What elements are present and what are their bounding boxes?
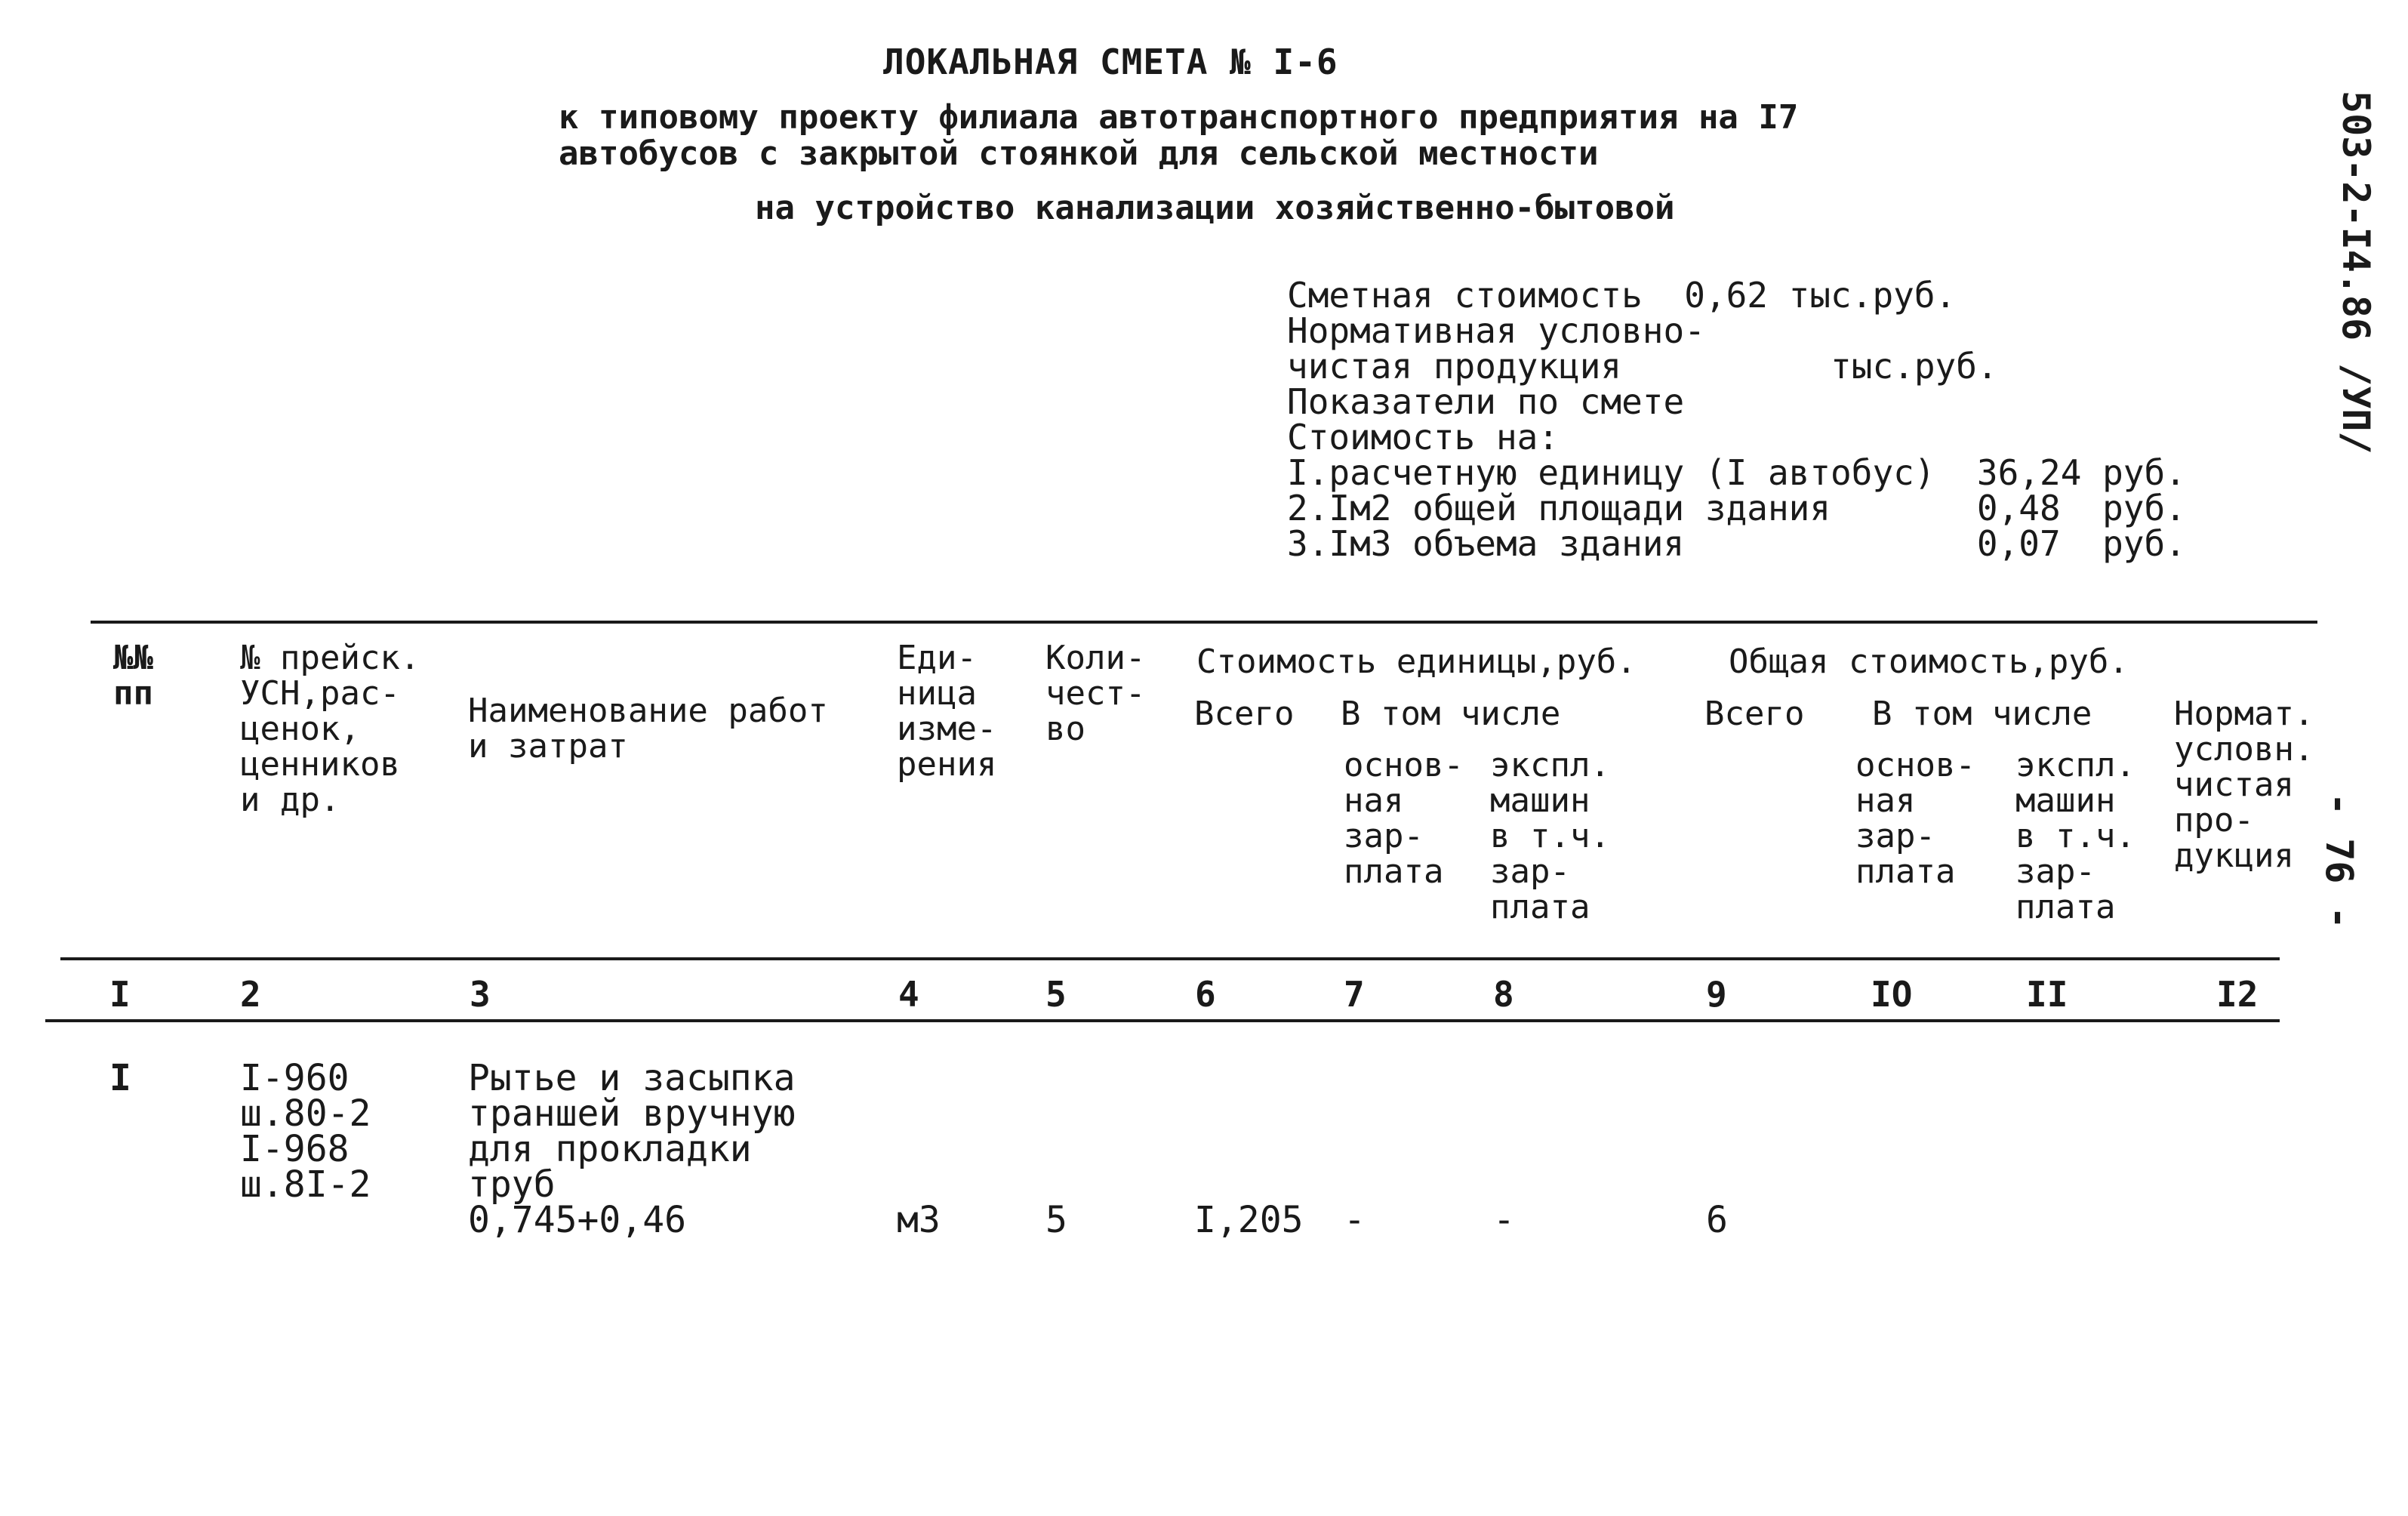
row-unit-wage: - bbox=[1344, 1199, 1366, 1241]
page-number: - 76 - bbox=[2317, 793, 2361, 929]
subtitle-line-3: на устройство канализации хозяйственно-бытовой bbox=[755, 189, 1675, 227]
header-price-code: № прейск. УСН,рас- ценок, ценников и др. bbox=[240, 639, 420, 819]
column-number: IO bbox=[1871, 974, 1913, 1015]
summary-line: Нормативная условно- bbox=[1287, 310, 1705, 351]
header-quantity: Коли- чест- во bbox=[1045, 639, 1146, 748]
summary-line: чистая продукция тыс.руб. bbox=[1287, 346, 1998, 387]
column-number: 5 bbox=[1045, 974, 1067, 1015]
header-total-machine: экспл. машин в т.ч. зар- плата bbox=[2015, 746, 2135, 926]
header-total-wage: основ- ная зар- плата bbox=[1855, 746, 1975, 891]
table-top-rule bbox=[91, 621, 2317, 624]
row-price-code: I-960 ш.80-2 I-968 ш.8I-2 bbox=[240, 1057, 371, 1206]
header-unit: Еди- ница изме- рения bbox=[897, 639, 997, 784]
header-unit-wage: основ- ная зар- плата bbox=[1344, 746, 1464, 891]
header-total-breakdown: В том числе bbox=[1872, 695, 2092, 733]
header-net-output: Нормат. условн. чистая про- дукция bbox=[2174, 695, 2314, 875]
header-row-number: №№ пп bbox=[113, 639, 153, 713]
summary-line: I.расчетную единицу (I автобус) 36,24 руб. bbox=[1287, 452, 2186, 493]
row-quantity: 5 bbox=[1045, 1199, 1067, 1241]
summary-line: Стоимость на: bbox=[1287, 417, 1560, 458]
column-number: I bbox=[109, 974, 131, 1015]
header-unit-breakdown: В том числе bbox=[1341, 695, 1561, 733]
column-number: I2 bbox=[2216, 974, 2259, 1015]
header-unit-machine: экспл. машин в т.ч. зар- плата bbox=[1490, 746, 1610, 926]
header-work-name: Наименование работ и затрат bbox=[468, 692, 828, 766]
row-work-name: Рытье и засыпка траншей вручную для прокладки труб 0,745+0,46 bbox=[468, 1057, 796, 1241]
summary-line: 2.Iм2 общей площади здания 0,48 руб. bbox=[1287, 488, 2186, 528]
row-unit-total: I,205 bbox=[1194, 1199, 1304, 1241]
row-unit-machine: - bbox=[1493, 1199, 1515, 1241]
column-number: 8 bbox=[1493, 974, 1514, 1015]
column-number: II bbox=[2026, 974, 2068, 1015]
header-unit-cost-group: Стоимость единицы,руб. bbox=[1196, 642, 1637, 681]
column-number: 9 bbox=[1706, 974, 1727, 1015]
summary-line: Сметная стоимость 0,62 тыс.руб. bbox=[1287, 275, 1957, 316]
row-number: I bbox=[109, 1057, 131, 1099]
subtitle-line-1: к типовому проекту филиала автотранспортного предприятия на I7 bbox=[559, 98, 1799, 137]
header-bottom-rule bbox=[60, 957, 2280, 960]
document-title: ЛОКАЛЬНАЯ СМЕТА № I-6 bbox=[883, 42, 1338, 82]
column-number: 3 bbox=[470, 974, 491, 1015]
column-number: 7 bbox=[1344, 974, 1365, 1015]
header-unit-total: Всего bbox=[1194, 695, 1295, 733]
side-project-code: 503-2-I4.86 /УП/ bbox=[2334, 91, 2378, 454]
column-number: 4 bbox=[898, 974, 919, 1015]
column-numbers-rule bbox=[45, 1019, 2280, 1022]
header-total: Всего bbox=[1704, 695, 1805, 733]
summary-line: 3.Iм3 объема здания 0,07 руб. bbox=[1287, 523, 2186, 564]
cost-summary bbox=[1287, 275, 2186, 564]
column-number: 6 bbox=[1195, 974, 1216, 1015]
subtitle-line-2: автобусов с закрытой стоянкой для сельской местности bbox=[559, 134, 1599, 173]
summary-line: Показатели по смете bbox=[1287, 381, 1685, 422]
header-total-cost-group: Общая стоимость,руб. bbox=[1729, 642, 2129, 681]
row-unit: м3 bbox=[897, 1199, 941, 1241]
row-total: 6 bbox=[1706, 1199, 1728, 1241]
column-number: 2 bbox=[240, 974, 261, 1015]
